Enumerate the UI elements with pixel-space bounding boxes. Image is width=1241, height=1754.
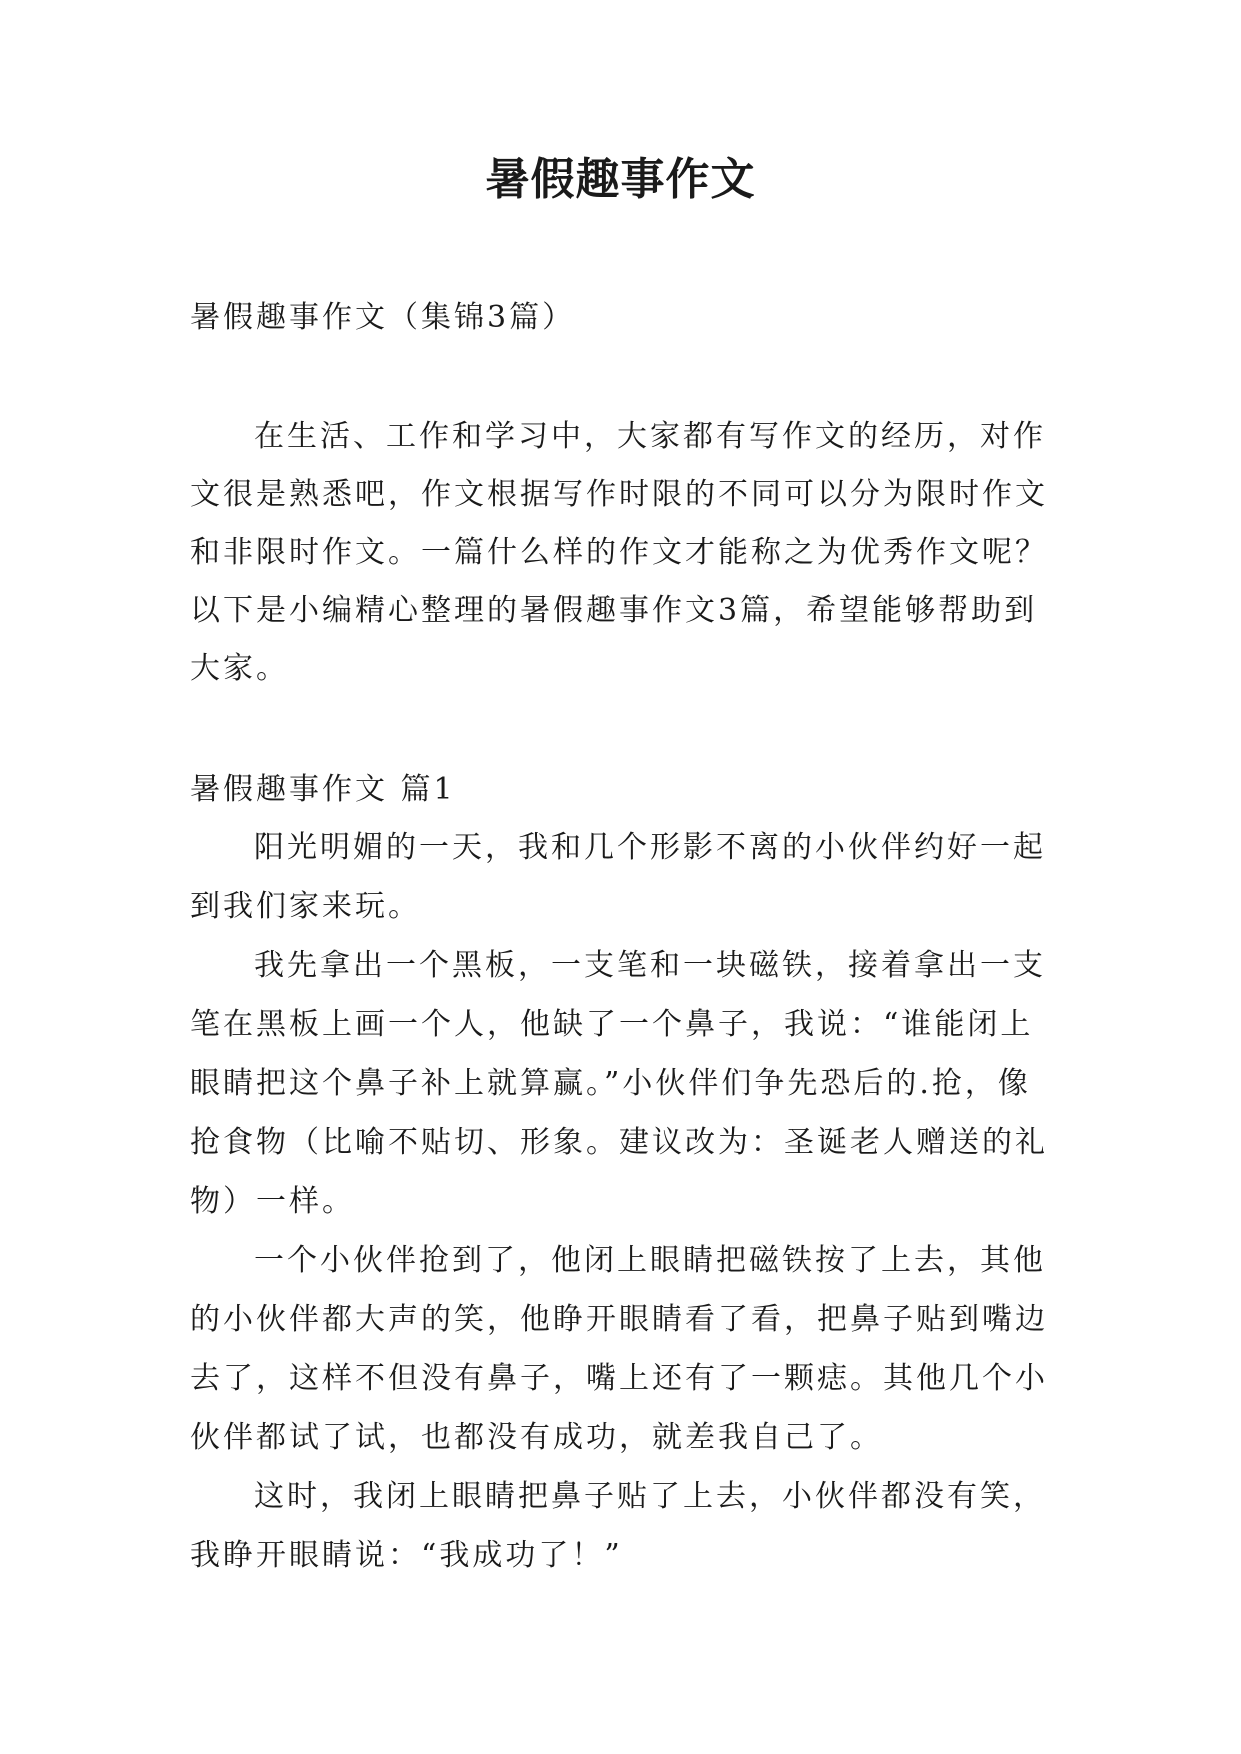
document-title: 暑假趣事作文 <box>485 154 756 205</box>
essay-body <box>190 818 1060 1585</box>
essay-paragraph: 这时，我闭上眼睛把鼻子贴了上去，小伙伴都没有笑，我睁开眼睛说：“我成功了！” <box>190 1479 1046 1573</box>
intro-paragraph: 在生活、工作和学习中，大家都有写作文的经历，对作文很是熟悉吧，作文根据写作时限的不同可以分为限时作文和非限时作文。一篇什么样的作文才能称之为优秀作文呢？以下是小编精心整理的暑假趣事作文3篇，希望能够帮助到大家。 <box>190 419 1048 686</box>
essay-paragraph: 一个小伙伴抢到了，他闭上眼睛把磁铁按了上去，其他的小伙伴都大声的笑，他睁开眼睛看了看，把鼻子贴到嘴边去了，这样不但没有鼻子，嘴上还有了一颗痣。其他几个小伙伴都试了试，也都没有成功，就差我自己了。 <box>190 1243 1048 1455</box>
document-subtitle: 暑假趣事作文（集锦3篇） <box>190 300 576 335</box>
section-heading: 暑假趣事作文 篇1 <box>190 772 456 807</box>
essay-paragraph: 阳光明媚的一天，我和几个形影不离的小伙伴约好一起到我们家来玩。 <box>190 830 1046 924</box>
essay-paragraph: 我先拿出一个黑板，一支笔和一块磁铁，接着拿出一支笔在黑板上画一个人，他缺了一个鼻子，我说：“谁能闭上眼睛把这个鼻子补上就算赢。”小伙伴们争先恐后的.抢，像抢食物（比喻不贴切、形象。建议改为：圣诞老人赠送的礼物）一样。 <box>190 948 1048 1219</box>
